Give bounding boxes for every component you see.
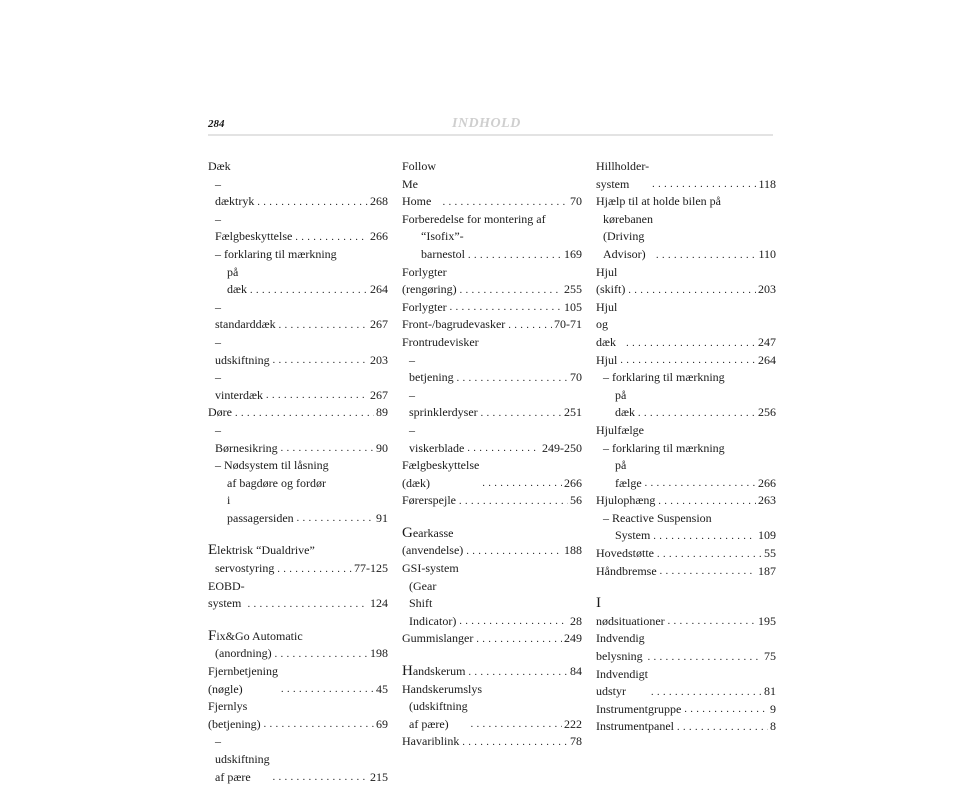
index-entry [596,718,776,736]
index-column-2 [402,158,582,751]
index-entry [402,334,582,352]
page-ref: 77-125 [354,561,388,576]
page-ref: 266 [564,475,582,490]
entry-text: – betjening [409,352,454,385]
entry-text: “Isofix”-barnestol [421,229,465,261]
page-ref: 28 [570,613,582,628]
page-ref: 203 [758,282,776,297]
index-entry [596,352,776,370]
index-entry [596,457,776,492]
page-ref: 267 [370,317,388,332]
dot-leader [481,409,562,419]
dot-leader [648,653,762,663]
section-gap [208,527,388,542]
index-entry [208,369,388,404]
index-entry [402,387,582,422]
dot-leader [657,550,762,560]
page-ref: 90 [376,440,388,455]
dot-leader [660,567,756,577]
entry-text: Forlygter [402,299,447,314]
page-ref: 264 [370,282,388,297]
dot-leader [281,444,374,454]
dot-leader [684,705,768,715]
dot-leader [266,391,368,401]
index-entry [208,645,388,663]
page-ref: 91 [376,510,388,525]
entry-text: i passagersiden [227,493,294,525]
section-gap [402,510,582,525]
index-entry [208,158,388,176]
dot-leader [466,547,562,557]
entry-text: – Børnesikring [215,422,278,455]
index-entry [402,663,582,681]
index-entry [208,663,388,698]
index-entry [402,492,582,510]
index-entry [596,563,776,581]
page-title: INDHOLD [452,116,521,131]
page-header [208,118,773,138]
entry-text: – forklaring til mærkning [603,370,725,385]
page-ref: 251 [564,405,582,420]
entry-text: Hjælp til at holde bilen på [596,194,721,209]
entry-text: Forberedelse for montering af [402,211,546,226]
entry-text: Instrumentgruppe [596,701,682,716]
dot-leader [264,720,374,730]
entry-text: Follow Me Home [402,159,437,209]
page-ref: 8 [770,719,776,734]
entry-text: på fælge [615,458,642,490]
entry-text: Døre [208,405,232,420]
index-entry [402,698,582,733]
entry-text: Hjul og dæk [596,299,618,349]
page-ref: 81 [764,684,776,699]
dot-leader [471,720,562,730]
dot-leader [677,723,768,733]
index-entry [208,578,388,613]
index-entry [208,560,388,578]
index-entry [596,545,776,563]
entry-text: – Nødsystem til låsning [215,458,329,473]
entry-text: Fælgbeskyttelse (dæk) [402,458,480,490]
dot-leader [482,479,562,489]
index-entry [208,404,388,422]
dot-leader [628,286,756,296]
entry-text: (Gear Shift Indicator) [409,578,457,628]
entry-text: Front-/bagrudevasker [402,317,506,332]
index-entry [596,492,776,510]
dot-leader [450,303,562,313]
dot-leader [248,600,368,610]
index-entry [596,630,776,665]
page-ref: 109 [758,528,776,543]
entry-text: (udskiftning af pære) [409,699,468,731]
entry-text: Elektrisk “Dualdrive” [208,542,315,559]
entry-text: – standarddæk [215,299,276,332]
index-entry [208,492,388,527]
index-entry [402,352,582,387]
page-ref: 256 [758,405,776,420]
index-entry [208,422,388,457]
entry-text: Handskerum [402,663,466,680]
page-ref: 124 [370,596,388,611]
dot-leader [462,738,568,748]
index-entry [208,299,388,334]
index-entry [402,422,582,457]
dot-leader [508,321,552,331]
dot-leader [273,356,368,366]
dot-leader [468,251,562,261]
section-gap [402,648,582,663]
dot-leader [476,635,562,645]
dot-leader [250,286,368,296]
entry-text: Gearkasse (anvendelse) [402,524,464,558]
dot-leader [460,286,562,296]
page-ref: 263 [758,493,776,508]
page-ref: 56 [570,493,582,508]
entry-text: Hjul [596,352,618,367]
entry-text: Hjulophæng [596,493,656,508]
page-ref: 195 [758,613,776,628]
page-number: 284 [208,118,225,130]
entry-text: Fjernbetjening (nøgle) [208,664,278,696]
page-ref: 70 [570,370,582,385]
page-ref: 78 [570,734,582,749]
section-gap [596,580,776,595]
entry-text: kørebanen (Driving Advisor) [603,211,653,261]
index-entry [596,158,776,193]
page-ref: 215 [370,769,388,784]
entry-text: – udskiftning [215,334,270,367]
page-ref: 70 [570,194,582,209]
index-entry [596,701,776,719]
dot-leader [279,321,368,331]
page-ref: 266 [370,229,388,244]
dot-leader [626,339,756,349]
index-entry [402,560,582,578]
dot-leader [297,514,374,524]
dot-leader [652,180,756,190]
page-ref: 266 [758,475,776,490]
entry-text: Hjulfælge [596,422,644,437]
page-ref: 255 [564,282,582,297]
dot-leader [620,356,756,366]
entry-text: servostyring [215,561,275,576]
section-gap [208,613,388,628]
entry-text: – vinterdæk [215,370,263,402]
entry-text: Håndbremse [596,563,657,578]
index-entry [208,334,388,369]
index-entry [402,630,582,648]
page-ref: 70-71 [554,317,582,332]
entry-text: Indvendig belysning [596,631,645,664]
index-entry [208,246,388,264]
index-entry [402,525,582,560]
index-entry [402,316,582,334]
dot-leader [459,617,568,627]
entry-text: Hovedstøtte [596,546,654,561]
entry-text: – dæktryk [215,176,255,209]
entry-text: Handskerumslys [402,681,482,696]
index-entry [402,228,582,263]
index-entry [208,475,388,493]
dot-leader [273,773,368,783]
page-ref: 69 [376,716,388,731]
entry-text: – sprinklerdyser [409,387,478,420]
page-ref: 9 [770,701,776,716]
entry-text: I nødsituationer [596,595,665,628]
page-ref: 75 [764,649,776,664]
dot-leader [235,409,374,419]
entry-text: Fjernlys (betjening) [208,699,261,731]
index-entry [208,733,388,786]
dot-leader [257,198,368,208]
index-entry [596,440,776,458]
index-column-1 [208,158,388,786]
dot-leader [653,532,756,542]
dot-leader [457,374,568,384]
index-entry [596,299,776,352]
index-entry [402,211,582,229]
entry-text: – forklaring til mærkning [215,246,337,261]
page-ref: 247 [758,334,776,349]
index-entry [208,698,388,733]
entry-text: System [615,528,651,543]
index-entry [596,595,776,630]
page-ref: 84 [570,664,582,679]
entry-text: Gummislanger [402,631,474,646]
entry-text: Hillholder-system [596,159,650,191]
index-entry [402,733,582,751]
page-ref: 198 [370,646,388,661]
dot-leader [656,251,756,261]
dot-leader [281,685,374,695]
page-ref: 267 [370,387,388,402]
index-entry [402,264,582,299]
index-entry [402,681,582,699]
entry-text: på dæk [615,387,636,420]
entry-text: – Reactive Suspension [603,510,712,525]
dot-leader [459,497,568,507]
index-entry [402,158,582,211]
entry-text: Indvendigt udstyr [596,666,648,699]
index-entry [208,457,388,475]
entry-text: af bagdøre og fordør [227,475,326,490]
entry-text: Havariblink [402,734,460,749]
entry-text: EOBD-system [208,578,245,611]
index-entry [208,264,388,299]
dot-leader [275,650,368,660]
page-ref: 110 [758,246,776,261]
index-entry [596,193,776,211]
dot-leader [277,565,352,575]
dot-leader [645,479,756,489]
entry-text: Førerspejle [402,493,456,508]
page-ref: 268 [370,194,388,209]
page-ref: 203 [370,352,388,367]
entry-text: – viskerblade [409,422,465,455]
dot-leader [651,688,762,698]
dot-leader [469,668,569,678]
dot-leader [658,497,756,507]
dot-leader [295,233,368,243]
entry-text: Frontrudevisker [402,334,479,349]
index-entry [596,264,776,299]
index-entry [596,422,776,440]
page-ref: 264 [758,352,776,367]
index-entry [402,578,582,631]
index-entry [208,211,388,246]
index-entry [596,211,776,264]
entry-text: (anordning) [215,646,272,661]
header-rule [208,134,773,136]
page-ref: 187 [758,563,776,578]
page-ref: 118 [758,176,776,191]
index-entry [596,527,776,545]
page-ref: 105 [564,299,582,314]
page-ref: 222 [564,716,582,731]
page-ref: 89 [376,405,388,420]
entry-text: – forklaring til mærkning [603,440,725,455]
index-entry [402,299,582,317]
page-ref: 249-250 [542,440,582,455]
entry-text: Fix&Go Automatic [208,627,303,644]
index-entry [596,666,776,701]
index-entry [596,387,776,422]
dot-leader [467,444,540,454]
index-entry [208,628,388,646]
entry-text: Forlygter (rengøring) [402,264,457,297]
entry-text: – Fælgbeskyttelse [215,211,293,244]
page-ref: 55 [764,546,776,561]
index-column-3 [596,158,776,736]
index-entry [208,542,388,560]
dot-leader [638,409,756,419]
page-ref: 45 [376,681,388,696]
page-ref: 169 [564,246,582,261]
index-entry [596,510,776,528]
index-entry [208,176,388,211]
dot-leader [443,198,568,208]
dot-leader [668,617,756,627]
page-ref: 188 [564,543,582,558]
index-entry [596,369,776,387]
entry-text: på dæk [227,264,248,297]
index-entry [402,457,582,492]
entry-text: – udskiftning af pære [215,734,270,784]
entry-text: GSI-system [402,561,459,576]
page-ref: 249 [564,631,582,646]
entry-text: Dæk [208,159,231,173]
entry-text: Instrumentpanel [596,719,674,734]
entry-text: Hjul (skift) [596,264,626,297]
